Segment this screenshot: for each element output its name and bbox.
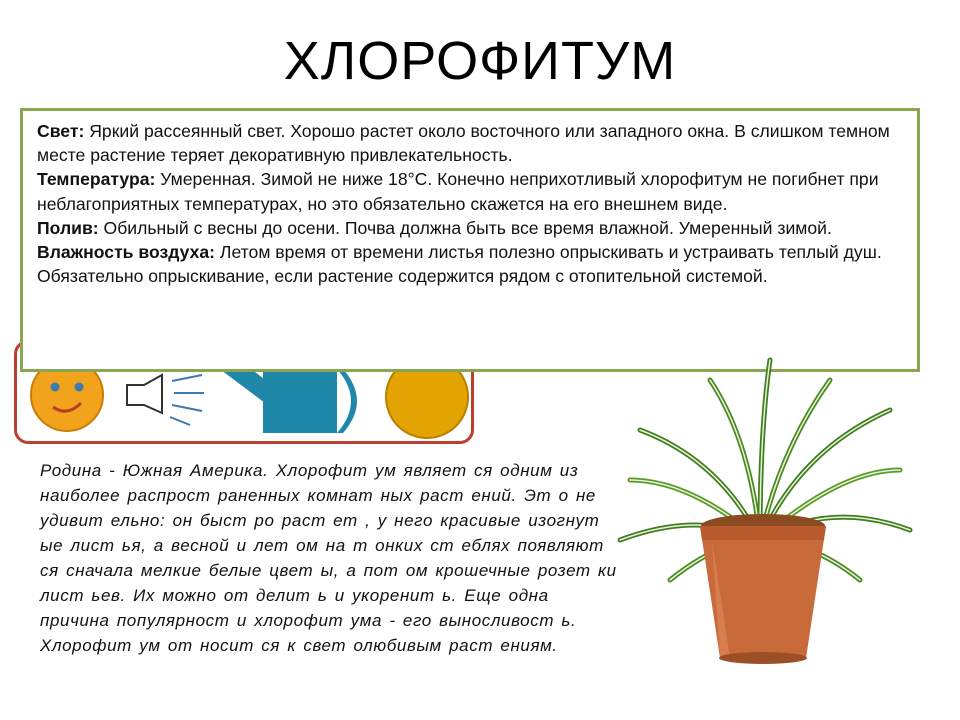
care-watering xyxy=(37,216,903,240)
care-label: Влажность воздуха: xyxy=(37,242,216,263)
care-label: Температура: xyxy=(37,169,156,190)
care-text: Умеренная. Зимой не ниже 18°С. Конечно неприхотливый хлорофитум не погибнет при неблагоприятных температурах, но это обязательно скажется на его внешнем виде. xyxy=(37,169,879,214)
care-light xyxy=(37,119,903,167)
care-instructions-box xyxy=(20,108,920,372)
care-text: Яркий рассеянный свет. Хорошо растет около восточного или западного окна. В слишком темном месте растение теряет декоративную привлекательность. xyxy=(37,121,890,166)
care-humidity xyxy=(37,240,903,288)
care-label: Свет: xyxy=(37,121,85,141)
origin-description: Родина - Южная Америка. Хлорофит ум являет ся одним из наиболее распрост раненных комнат ных раст ений. Эт о не удивит ельно: он быст ро раст ет , у него красивые изогнут ые лист ья, а весной и лет ом на т онких ст еблях появляют ся сначала мелкие белые цвет ы, а пот ом крошечные розет ки лист ьев. Их можно от делит ь и укоренит ь. Еще одна причина популярност и хлорофит ума - его выносливост ь. Хлорофит ум от носит ся к свет олюбивым раст ениям. xyxy=(40,461,617,655)
care-temperature xyxy=(37,167,903,215)
care-text: Обильный с весны до осени. Почва должна быть все время влажной. Умеренный зимой. xyxy=(98,217,832,238)
page-title: ХЛОРОФИТУМ xyxy=(283,31,677,91)
care-text: Летом время от времени листья полезно опрыскивать и устраивать теплый душ. Обязательно опрыскивание, если растение содержится рядом с отопительной системой. xyxy=(37,242,882,287)
care-label: Полив: xyxy=(37,217,99,238)
potted-plant-image xyxy=(600,340,920,680)
